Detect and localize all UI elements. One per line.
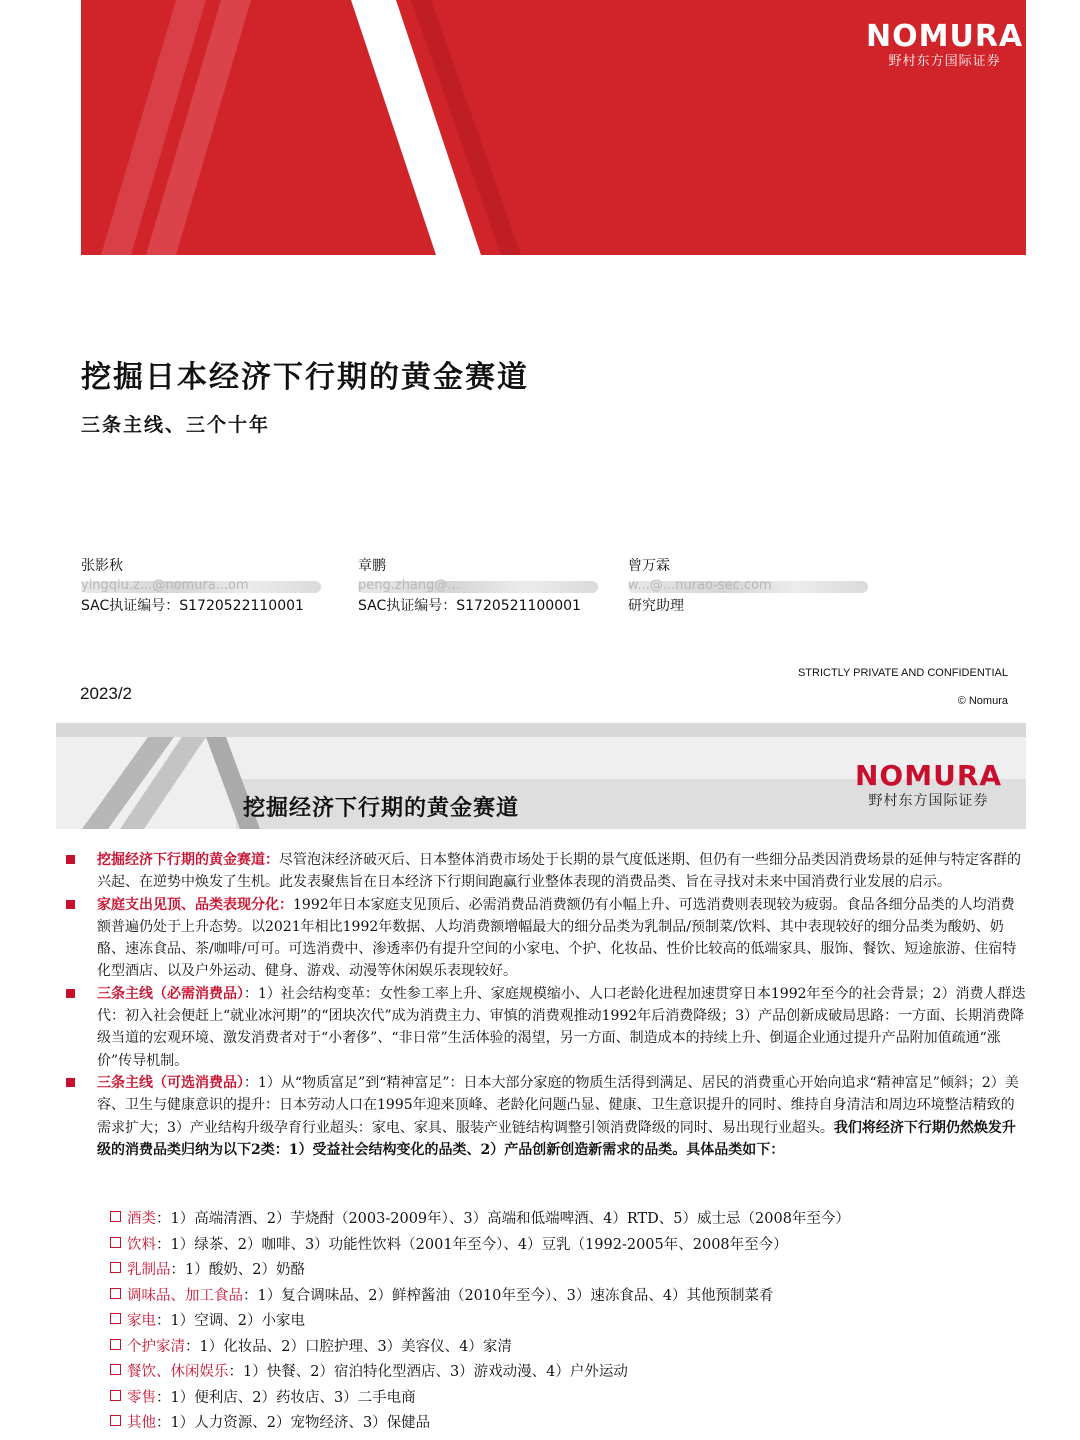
bullet-text: ：1）社会结构变革：女性参工率上升、家庭规模缩小、人口老龄化进程加速贯穿日本1992年至今的社会背景；2）消费人群迭代：初入社会便赶上“就业冰河期”的“团块次代”成为消费主力、审慎的消费观推动1992年后消费降级；3）产品创新成破局思路：一方面、长期消费降级当道的宏观环境、激发消费者对于“小奢侈”、“非日常”生活体验的渴望，另一方面、制造成本的持续上升、倒逼企业通过提升产品附加值疏通“涨价”传导机制。	[97, 985, 1026, 1069]
nomura-logo	[866, 20, 1023, 70]
report-title: 挖掘日本经济下行期的黄金赛道	[81, 360, 529, 395]
category-item	[110, 1284, 850, 1310]
checkbox-square-icon	[110, 1211, 121, 1222]
bullet-label: 家庭支出见顶、品类表现分化：	[97, 896, 293, 913]
category-item	[110, 1258, 850, 1284]
checkbox-square-icon	[110, 1364, 121, 1375]
checkbox-square-icon	[110, 1313, 121, 1324]
checkbox-square-icon	[110, 1415, 121, 1426]
category-label: 其他	[127, 1415, 156, 1431]
category-item	[110, 1233, 850, 1259]
nomura-logo-small	[855, 760, 1002, 810]
category-text: ：1）高端清酒、2）芋烧酎（2003-2009年）、3）高端和低端啤酒、4）RTD、5）威士忌（2008年至今）	[156, 1211, 850, 1227]
nomura-logo-wordmark: NOMURA	[866, 19, 1024, 54]
category-item	[110, 1411, 850, 1437]
bullet-square-icon	[66, 1078, 75, 1087]
slide-title: 挖掘经济下行期的黄金赛道	[243, 795, 520, 821]
bullet-square-icon	[66, 900, 75, 909]
confidential-notice: STRICTLY PRIVATE AND CONFIDENTIAL	[797, 667, 1008, 679]
category-label: 个护家清	[127, 1338, 185, 1355]
category-item	[110, 1386, 850, 1412]
bullet-square-icon	[66, 989, 75, 998]
bullet-item	[66, 983, 1026, 1072]
category-label: 乳制品	[127, 1262, 171, 1278]
category-text: ：1）化妆品、2）口腔护理、3）美容仪、4）家清	[185, 1338, 512, 1355]
bullet-square-icon	[66, 855, 75, 864]
author-email: yingqiu.z...@nomura...om	[81, 576, 341, 596]
author-email: peng.zhang@...	[358, 576, 618, 596]
category-text: ：1）复合调味品、2）鲜榨酱油（2010年至今）、3）速冻食品、4）其他预制菜肴	[243, 1287, 774, 1304]
bullet-label: 三条主线（必需消费品）	[97, 985, 244, 1002]
category-item	[110, 1360, 850, 1386]
copyright-notice: © Nomura	[957, 695, 1008, 707]
author-1	[81, 556, 341, 616]
checkbox-square-icon	[110, 1339, 121, 1350]
checkbox-square-icon	[110, 1288, 121, 1299]
bullet-text: ：1）从“物质富足”到“精神富足”：日本大部分家庭的物质生活得到满足、居民的消费重心开始向追求“精神富足”倾斜；2）美容、卫生与健康意识的提升：日本劳动人口在1995年迎来顶峰、老龄化问题凸显、健康、卫生意识提升的同时、维持自身清洁和周边环境整洁精致的需求扩大；3）产业结构升级孕育行业超头：家电、家具、服装产业链结构调整引领消费降级的同时、易出现行业超头。	[97, 1074, 1019, 1136]
checkbox-square-icon	[110, 1237, 121, 1248]
author-role: 研究助理	[628, 598, 684, 614]
author-sac-number: SAC执证编号：S1720521100001	[358, 598, 581, 614]
category-label: 酒类	[127, 1211, 156, 1227]
category-label: 调味品、加工食品	[127, 1287, 243, 1304]
bullet-item	[66, 849, 1026, 894]
category-text: ：1）人力资源、2）宠物经济、3）保健品	[156, 1415, 431, 1431]
bullet-item	[66, 894, 1026, 983]
category-item	[110, 1207, 850, 1233]
category-text: ：1）绿茶、2）咖啡、3）功能性饮料（2001年至今）、4）豆乳（1992-2005年、2008年至今）	[156, 1236, 788, 1253]
report-date: 2023/2	[80, 684, 132, 703]
checkbox-square-icon	[110, 1390, 121, 1401]
nomura-logo-subtitle: 野村东方国际证券	[868, 793, 989, 809]
bullet-text: 1992年日本家庭支见顶后、必需消费品消费额仍有小幅上升、可选消费则表现较为疲弱。食品各细分品类的人均消费额普遍仍处于上升态势。以2021年相比1992年数据、人均消费额增幅最大的细分品类为乳制品/预制菜/饮料、其中表现较好的细分品类为酸奶、奶酪、速冻食品、茶/咖啡/可可。可选消费中、渗透率仍有提升空间的小家电、个护、化妆品、性价比较高的低端家具、服饰、餐饮、短途旅游、住宿特化型酒店、以及户外运动、健身、游戏、动漫等休闲娱乐表现较好。	[97, 896, 1017, 980]
category-text: ：1）酸奶、2）奶酪	[170, 1262, 305, 1278]
category-item	[110, 1309, 850, 1335]
report-subtitle: 三条主线、三个十年	[81, 414, 271, 436]
bullet-emphasis: 我们将经济下行期仍然焕发升级的消费品类归纳为以下2类：1）受益社会结构变化的品类、2）产品创新创造新需求的品类。具体品类如下：	[97, 1119, 1016, 1158]
category-label: 零售	[127, 1389, 156, 1406]
checkbox-square-icon	[110, 1262, 121, 1273]
category-text: ：1）便利店、2）药妆店、3）二手电商	[156, 1389, 416, 1406]
bullet-text: 尽管泡沫经济破灭后、日本整体消费市场处于长期的景气度低迷期、但仍有一些细分品类因消费场景的延伸与特定客群的兴起、在逆势中焕发了生机。此发表聚焦旨在日本经济下行期间跑赢行业整体表现的消费品类、旨在寻找对未来中国消费行业发展的启示。	[97, 852, 1021, 891]
bullet-label: 三条主线（可选消费品）	[97, 1074, 244, 1091]
category-text: ：1）空调、2）小家电	[156, 1313, 305, 1329]
author-sac-number: SAC执证编号：S1720522110001	[81, 598, 304, 614]
author-name: 章鹏	[358, 558, 386, 574]
author-2	[358, 556, 618, 616]
author-email: w...@...nurao-sec.com	[628, 576, 888, 596]
category-label: 家电	[127, 1313, 156, 1329]
bullet-label: 挖掘经济下行期的黄金赛道：	[97, 852, 279, 868]
category-text: ：1）快餐、2）宿泊特化型酒店、3）游戏动漫、4）户外运动	[228, 1364, 628, 1380]
author-name: 张影秋	[81, 558, 123, 574]
category-item	[110, 1335, 850, 1361]
category-list	[110, 1207, 850, 1437]
author-name: 曾万霖	[628, 558, 670, 574]
author-3	[628, 556, 888, 616]
nomura-logo-wordmark: NOMURA	[855, 759, 1003, 792]
bullet-item	[66, 1072, 1026, 1161]
category-label: 餐饮、休闲娱乐	[127, 1364, 229, 1380]
nomura-logo-subtitle: 野村东方国际证券	[888, 54, 1001, 69]
summary-bullets	[66, 849, 1026, 1161]
category-label: 饮料	[127, 1236, 156, 1253]
